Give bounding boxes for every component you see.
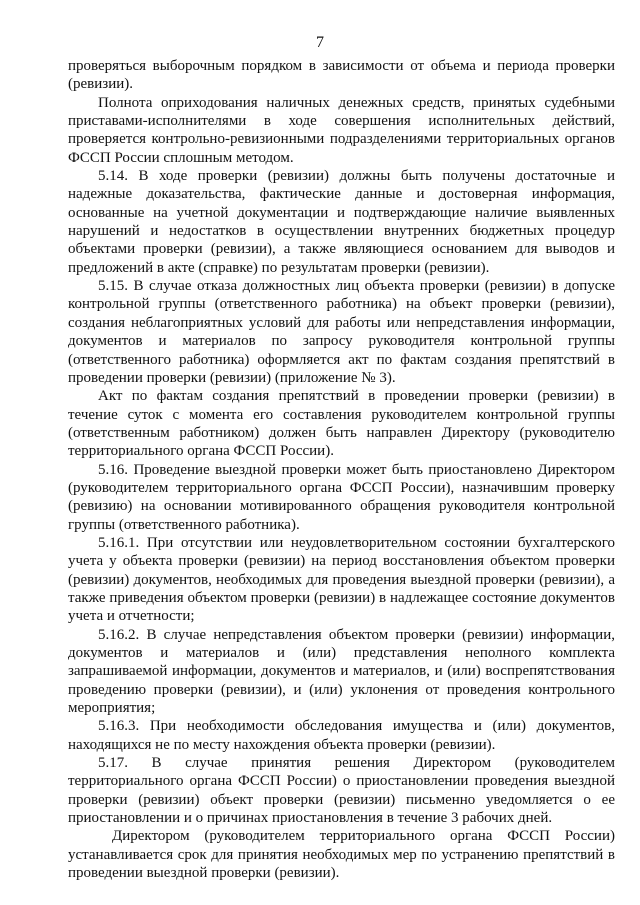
paragraph-5-16-2: 5.16.2. В случае непредставления объектом проверки (ревизии) информации, документов и материалов и (или) представления неполного комплекта запрашиваемой информации, документов и материалов, и (или) воспрепятствования проведению проверки (ревизии), и (или) уклонения от проведения контрольного мероприятия; [68, 626, 615, 717]
paragraph-continuation: проверяться выборочным порядком в зависимости от объема и периода проверки (ревизии). [68, 58, 615, 93]
document-body [68, 57, 615, 882]
paragraph-cash-audit: Полнота оприходования наличных денежных средств, принятых судебными приставами-исполнителями в ходе совершения исполнительных действий, проверяется контрольно-ревизионными подразделениями территориальных органов ФССП России сплошным методом. [68, 94, 615, 166]
paragraph-5-15: 5.15. В случае отказа должностных лиц объекта проверки (ревизии) в допуске контрольной группы (ответственного работника) на объект проверки (ревизии), создания неблагоприятных условий для работы или непредставления информации, документов и материалов по запросу руководителя контрольной группы (ответственного работника) оформляется акт по фактам создания препятствий в проведении проверки (ревизии) (приложение № 3). [68, 278, 615, 386]
paragraph-5-16-1: 5.16.1. При отсутствии или неудовлетворительном состоянии бухгалтерского учета у объекта проверки (ревизии) на период восстановления объектом проверки (ревизии) документов, необходимых для проведения выездной проверки (ревизии), а также приведения объектом проверки (ревизии) в надлежащее состояние документов учета и отчетности; [68, 534, 615, 625]
paragraph-5-16: 5.16. Проведение выездной проверки может быть приостановлено Директором (руководителем территориального органа ФССП России), назначившим проверку (ревизию) на основании мотивированного обращения руководителя контрольной группы (ответственного работника). [68, 461, 615, 533]
paragraph-obstruction-act: Акт по фактам создания препятствий в проведении проверки (ревизии) в течение суток с момента его составления руководителем контрольной группы (ответственным работником) должен быть направлен Директору (руководителю территориального органа ФССП России). [68, 388, 615, 460]
paragraph-5-16-3: 5.16.3. При необходимости обследования имущества и (или) документов, находящихся не по месту нахождения объекта проверки (ревизии). [68, 718, 615, 753]
page-number: 7 [316, 34, 324, 51]
paragraph-deadline: Директором (руководителем территориального органа ФССП России) устанавливается срок для принятия необходимых мер по устранению препятствий в проведении выездной проверки (ревизии). [68, 828, 615, 882]
paragraph-5-14: 5.14. В ходе проверки (ревизии) должны быть получены достаточные и надежные доказательства, фактические данные и достоверная информация, основанные на учетной документации и подтверждающие наличие выявленных нарушений и недостатков в осуществлении внутренних бюджетных процедур объектами проверки (ревизии), а также являющиеся основанием для выводов и предложений в акте (справке) по результатам проверки (ревизии). [68, 168, 615, 276]
paragraph-5-17: 5.17. В случае принятия решения Директором (руководителем территориального органа ФССП России) о приостановлении проведения выездной проверки (ревизии) объект проверки (ревизии) письменно уведомляется о ее приостановлении и о причинах приостановления в течение 3 рабочих дней. [68, 755, 615, 827]
